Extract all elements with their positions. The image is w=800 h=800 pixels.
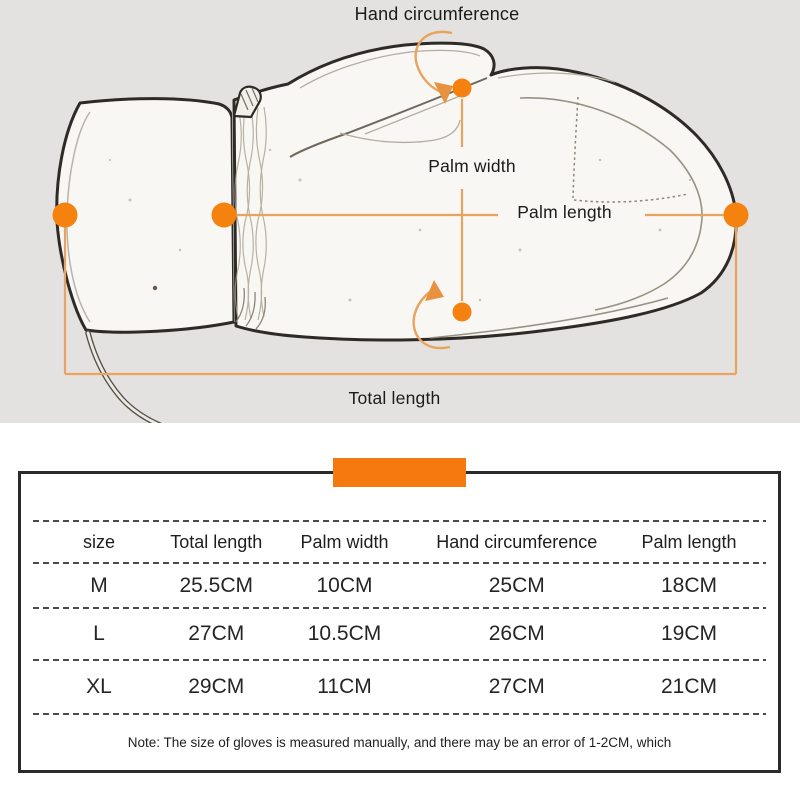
palm-width-value: 10CM [316, 573, 373, 597]
size-table-section [0, 423, 800, 800]
size-value: L [93, 622, 105, 645]
hand-circumference-value: 26CM [488, 622, 545, 645]
hand-circumference-label: Hand circumference [354, 4, 520, 24]
size-value: M [90, 573, 108, 597]
measure-dot [453, 303, 472, 322]
measure-dot [724, 203, 749, 228]
drawstring-cord [88, 333, 162, 423]
column-header-total-length: Total length [170, 531, 263, 552]
total-length-value: 29CM [188, 675, 245, 698]
total-length-label: Total length [348, 388, 441, 408]
glove-cuff [57, 99, 234, 333]
size-note: Note: The size of gloves is measured manually, and there may be an error of 1-2CM, which [127, 735, 672, 750]
size-table [18, 471, 781, 773]
column-header-palm-width: Palm width [300, 531, 389, 552]
palm-width-value: 10.5CM [307, 622, 382, 645]
palm-length-value: 18CM [660, 573, 718, 597]
hand-circumference-value: 25CM [488, 573, 545, 597]
palm-width-value: 11CM [317, 675, 372, 698]
dark-speck [153, 286, 157, 290]
size-value: XL [86, 675, 112, 698]
accent-bar [333, 458, 466, 487]
table-header-row [33, 522, 766, 562]
total-length-value: 25.5CM [179, 573, 253, 597]
column-header-hand-circumference: Hand circumference [436, 531, 598, 552]
palm-length-label: Palm length [517, 202, 612, 222]
table-row [33, 609, 766, 659]
measure-dot [212, 203, 237, 228]
column-header-palm-length: Palm length [641, 531, 737, 552]
palm-length-value: 21CM [660, 675, 718, 698]
hand-circumference-value: 27CM [488, 675, 545, 698]
table-row [33, 564, 766, 607]
measure-dot [453, 79, 472, 98]
total-length-value: 27CM [188, 622, 245, 645]
column-header-size: size [82, 531, 115, 552]
palm-length-value: 19CM [660, 622, 718, 645]
measure-dot [53, 203, 78, 228]
palm-width-label: Palm width [428, 156, 516, 176]
table-row [33, 661, 766, 713]
glove-body [234, 43, 736, 340]
